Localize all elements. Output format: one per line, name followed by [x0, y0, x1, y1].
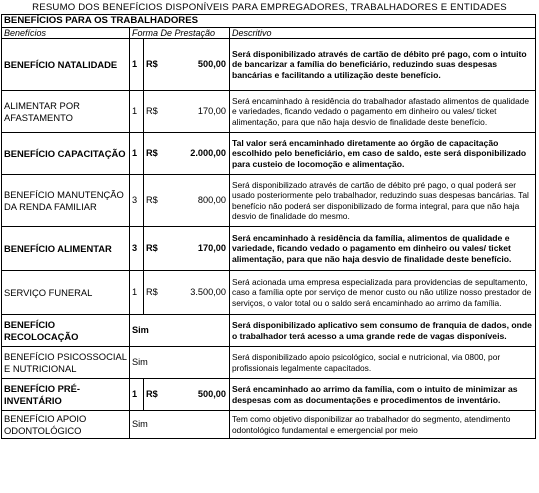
- benefit-description: Será encaminhado à residência da família, alimentos de qualidade e variedade, ficando vedado o pagamento em dinheiro ou vales/ ticket alimentação, para que não haja desvio de finalidade deste benefício.: [230, 227, 536, 271]
- section-title: BENEFÍCIOS PARA OS TRABALHADORES: [2, 15, 536, 28]
- benefit-name: BENEFÍCIO NATALIDADE: [2, 39, 130, 91]
- benefit-name: BENEFÍCIO ALIMENTAR: [2, 227, 130, 271]
- benefit-currency: R$: [144, 91, 170, 133]
- col-header-forma: Forma De Prestação: [130, 28, 230, 39]
- benefit-description: Será disponibilizado através de cartão de débito pré pago, o qual poderá ser usado posteriormente pelo trabalhador, reduzindo suas despesas bancárias. Tal benefício não poderá ser disponibilizado de forma integral, para que não haja desvio de finalidade do mesmo.: [230, 175, 536, 227]
- benefit-currency: R$: [144, 133, 170, 175]
- col-header-beneficios: Benefícios: [2, 28, 130, 39]
- benefit-quantity: 1: [130, 133, 144, 175]
- benefit-value: 170,00: [170, 227, 230, 271]
- benefit-description: Será disponibilizado aplicativo sem consumo de franquia de dados, onde o trabalhador terá acesso a uma grande rede de vagas disponíveis.: [230, 315, 536, 347]
- table-row: [2, 175, 536, 227]
- benefit-description: Será encaminhado à residência do trabalhador afastado alimentos de qualidade e variedades, ficando vedado o pagamento em dinheiro ou vales/ ticket alimentação, para que não haja desvio de finalidade deste benefício.: [230, 91, 536, 133]
- benefit-currency: R$: [144, 271, 170, 315]
- document-title: RESUMO DOS BENEFÍCIOS DISPONÍVEIS PARA EMPREGADORES, TRABALHADORES E ENTIDADES: [32, 2, 507, 13]
- benefit-value: 800,00: [170, 175, 230, 227]
- benefit-name: BENEFÍCIO PRÉ-INVENTÁRIO: [2, 379, 130, 411]
- table-row: [2, 379, 536, 411]
- benefit-quantity: 1: [130, 91, 144, 133]
- benefit-quantity: 1: [130, 39, 144, 91]
- benefit-value: 2.000,00: [170, 133, 230, 175]
- benefit-name: BENEFÍCIO MANUTENÇÃO DA RENDA FAMILIAR: [2, 175, 130, 227]
- table-row: [2, 271, 536, 315]
- benefit-name: BENEFÍCIO APOIO ODONTOLÓGICO: [2, 411, 130, 439]
- benefit-description: Será acionada uma empresa especializada para providencias de sepultamento, caso a família opte por serviço de menor custo ou não utilize nosso prestador de serviços, o valor total ou o saldo será encaminhado ao arrimo da família.: [230, 271, 536, 315]
- col-header-descritivo: Descritivo: [230, 28, 536, 39]
- benefit-name: BENEFÍCIO PSICOSSOCIAL E NUTRICIONAL: [2, 347, 130, 379]
- benefit-value: 500,00: [170, 379, 230, 411]
- table-row: [2, 315, 536, 347]
- benefit-value: 3.500,00: [170, 271, 230, 315]
- benefit-name: ALIMENTAR POR AFASTAMENTO: [2, 91, 130, 133]
- table-row: [2, 91, 536, 133]
- benefit-quantity: 1: [130, 271, 144, 315]
- benefit-description: Será disponibilizado através de cartão de débito pré pago, com o intuito de bancarizar a família do beneficiário, reduzindo suas despesas bancárias e facilitando a utilização deste benefício.: [230, 39, 536, 91]
- benefit-currency: R$: [144, 39, 170, 91]
- benefit-currency: R$: [144, 175, 170, 227]
- benefit-quantity: Sim: [130, 347, 230, 379]
- table-row: [2, 347, 536, 379]
- benefit-name: BENEFÍCIO CAPACITAÇÃO: [2, 133, 130, 175]
- benefit-description: Tal valor será encaminhado diretamente ao órgão de capacitação escolhido pelo beneficiário, em caso de saldo, este será disponibilizado para custeio de locomoção e alimentação.: [230, 133, 536, 175]
- section-header-row: [2, 15, 536, 28]
- benefit-quantity: 3: [130, 175, 144, 227]
- benefit-quantity: Sim: [130, 411, 230, 439]
- benefit-currency: R$: [144, 227, 170, 271]
- benefit-description: Tem como objetivo disponibilizar ao trabalhador do segmento, atendimento odontológico fundamental e emergencial por meio: [230, 411, 536, 439]
- benefit-value: 170,00: [170, 91, 230, 133]
- benefit-name: BENEFÍCIO RECOLOCAÇÃO: [2, 315, 130, 347]
- benefit-value: 500,00: [170, 39, 230, 91]
- table-row: [2, 411, 536, 439]
- benefit-name: SERVIÇO FUNERAL: [2, 271, 130, 315]
- benefit-quantity: 3: [130, 227, 144, 271]
- benefit-quantity: 1: [130, 379, 144, 411]
- column-header-row: [2, 28, 536, 39]
- benefit-description: Será disponibilizado apoio psicológico, social e nutricional, via 0800, por profissionais legalmente capacitados.: [230, 347, 536, 379]
- benefit-description: Será encaminhado ao arrimo da família, com o intuito de minimizar as despesas com as documentações e procedimentos de inventário.: [230, 379, 536, 411]
- benefit-quantity: Sim: [130, 315, 230, 347]
- table-row: [2, 39, 536, 91]
- benefits-table: [1, 14, 536, 439]
- table-row: [2, 227, 536, 271]
- table-row: [2, 133, 536, 175]
- benefit-currency: R$: [144, 379, 170, 411]
